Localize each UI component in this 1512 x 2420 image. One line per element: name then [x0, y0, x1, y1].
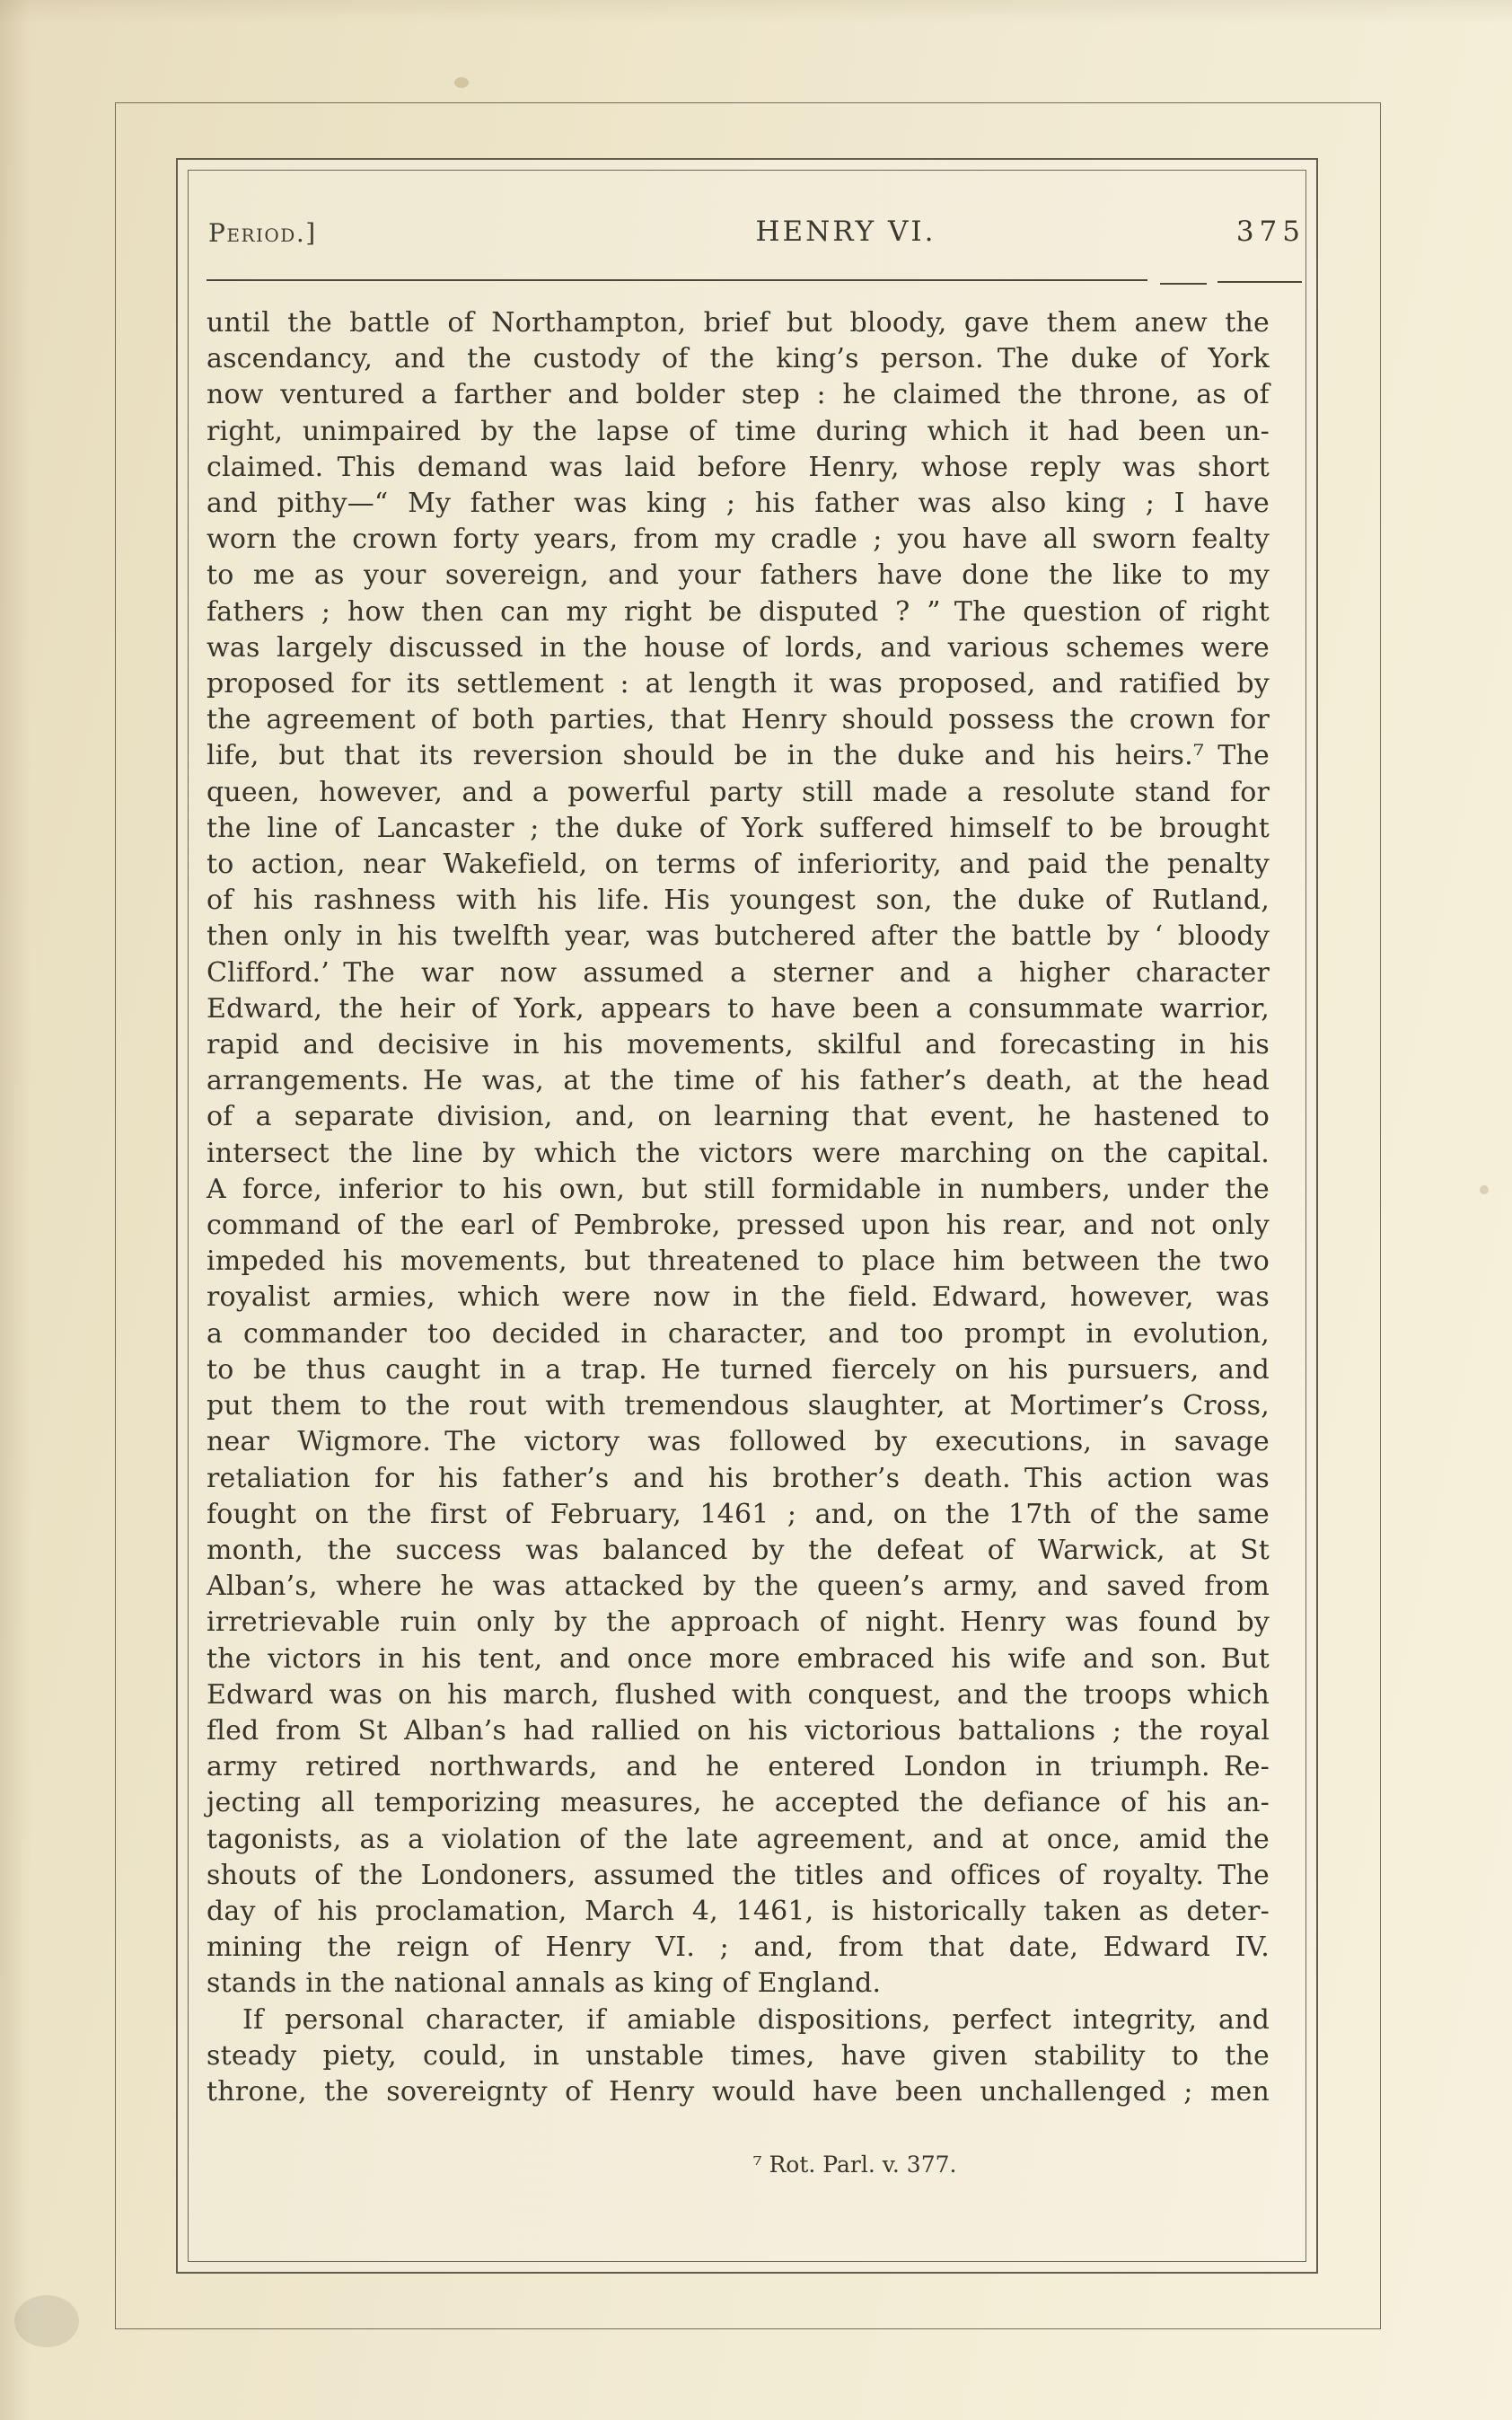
- text-line: tagonists, as a violation of the late agreement, and at once, amid the: [207, 1823, 1270, 1855]
- text-line: steady piety, could, in unstable times, have given stability to the: [207, 2039, 1270, 2072]
- text-line: now ventured a farther and bolder step : he claimed the throne, as of: [207, 379, 1270, 411]
- text-line: If personal character, if amiable dispositions, perfect integrity, and: [242, 2003, 1270, 2036]
- text-line: month, the success was balanced by the defeat of Warwick, at St: [207, 1534, 1270, 1566]
- body-text: [207, 305, 1270, 2110]
- header-rule: [207, 279, 1147, 281]
- text-line: Edward was on his march, flushed with conquest, and the troops which: [207, 1678, 1270, 1711]
- text-line: claimed. This demand was laid before Henry, whose reply was short: [207, 451, 1270, 483]
- text-line: day of his proclamation, March 4, 1461, is historically taken as deter-: [207, 1895, 1270, 1927]
- text-line: fathers ; how then can my right be disputed ? ” The question of right: [207, 595, 1270, 628]
- text-line: irretrievable ruin only by the approach of night. Henry was found by: [207, 1606, 1270, 1639]
- text-line: until the battle of Northampton, brief but bloody, gave them anew the: [207, 307, 1270, 339]
- paper-smudge: [14, 2295, 79, 2347]
- text-line: near Wigmore. The victory was followed by executions, in savage: [207, 1426, 1270, 1458]
- text-line: to me as your sovereign, and your fathers have done the like to my: [207, 559, 1270, 592]
- text-line: jecting all temporizing measures, he accepted the defiance of his an-: [207, 1787, 1270, 1819]
- text-line: Edward, the heir of York, appears to have been a consummate warrior,: [207, 992, 1270, 1025]
- text-line: Alban’s, where he was attacked by the queen’s army, and saved from: [207, 1571, 1270, 1603]
- text-line: life, but that its reversion should be in the duke and his heirs.⁷ The: [207, 740, 1270, 772]
- page-content: [207, 216, 1305, 2178]
- text-line: to action, near Wakefield, on terms of inferiority, and paid the penalty: [207, 849, 1270, 881]
- text-line: the victors in his tent, and once more embraced his wife and son. But: [207, 1642, 1270, 1675]
- text-line: fought on the first of February, 1461 ; and, on the 17th of the same: [207, 1498, 1270, 1530]
- text-line: rapid and decisive in his movements, skilful and forecasting in his: [207, 1029, 1270, 1061]
- text-line: the agreement of both parties, that Henry should possess the crown for: [207, 704, 1270, 736]
- section-label: Period.]: [208, 218, 317, 248]
- page-number: 375: [1235, 216, 1305, 248]
- text-line: a commander too decided in character, and too prompt in evolution,: [207, 1317, 1270, 1350]
- text-line: Clifford.’ The war now assumed a sterner and a higher character: [207, 956, 1270, 989]
- text-line: then only in his twelfth year, was butchered after the battle by ‘ bloody: [207, 920, 1270, 953]
- text-line: arrangements. He was, at the time of his father’s death, at the head: [207, 1065, 1270, 1097]
- text-line: stands in the national annals as king of England.: [207, 1967, 882, 2000]
- text-line: and pithy—“ My father was king ; his father was also king ; I have: [207, 488, 1270, 520]
- text-line: throne, the sovereignty of Henry would have been unchallenged ; men: [207, 2075, 1270, 2108]
- text-line: to be thus caught in a trap. He turned fiercely on his pursuers, and: [207, 1353, 1270, 1386]
- text-line: army retired northwards, and he entered London in triumph. Re-: [207, 1751, 1270, 1783]
- text-line: royalist armies, which were now in the field. Edward, however, was: [207, 1281, 1270, 1314]
- paper-speck: [1480, 1185, 1489, 1194]
- text-line: put them to the rout with tremendous slaughter, at Mortimer’s Cross,: [207, 1390, 1270, 1422]
- text-line: ascendancy, and the custody of the king’s person. The duke of York: [207, 343, 1270, 375]
- text-line: of a separate division, and, on learning that event, he hastened to: [207, 1101, 1270, 1133]
- text-line: worn the crown forty years, from my cradle ; you have all sworn fealty: [207, 524, 1270, 556]
- header-rule-dash: [1160, 283, 1207, 285]
- text-line: intersect the line by which the victors were marching on the capital.: [207, 1137, 1270, 1169]
- text-line: proposed for its settlement : at length it was proposed, and ratified by: [207, 668, 1270, 700]
- text-line: command of the earl of Pembroke, pressed upon his rear, and not only: [207, 1210, 1270, 1242]
- text-line: A force, inferior to his own, but still formidable in numbers, under the: [207, 1173, 1270, 1205]
- text-line: was largely discussed in the house of lords, and various schemes were: [207, 631, 1270, 664]
- text-line: fled from St Alban’s had rallied on his victorious battalions ; the royal: [207, 1714, 1270, 1747]
- header-rule-dash: [1218, 281, 1302, 283]
- text-line: of his rashness with his life. His youngest son, the duke of Rutland,: [207, 884, 1270, 917]
- footnote: ⁷ Rot. Parl. v. 377.: [752, 2152, 957, 2178]
- text-line: shouts of the Londoners, assumed the titles and offices of royalty. The: [207, 1859, 1270, 1891]
- text-line: impeded his movements, but threatened to place him between the two: [207, 1245, 1270, 1278]
- page-title: HENRY VI.: [755, 216, 936, 248]
- text-line: right, unimpaired by the lapse of time during which it had been un-: [207, 415, 1270, 447]
- paper-speck: [454, 77, 469, 88]
- text-line: retaliation for his father’s and his brother’s death. This action was: [207, 1462, 1270, 1494]
- text-line: queen, however, and a powerful party still made a resolute stand for: [207, 776, 1270, 808]
- text-line: mining the reign of Henry VI. ; and, from that date, Edward IV.: [207, 1932, 1270, 1964]
- text-line: the line of Lancaster ; the duke of York suffered himself to be brought: [207, 812, 1270, 844]
- running-header: [207, 216, 1305, 260]
